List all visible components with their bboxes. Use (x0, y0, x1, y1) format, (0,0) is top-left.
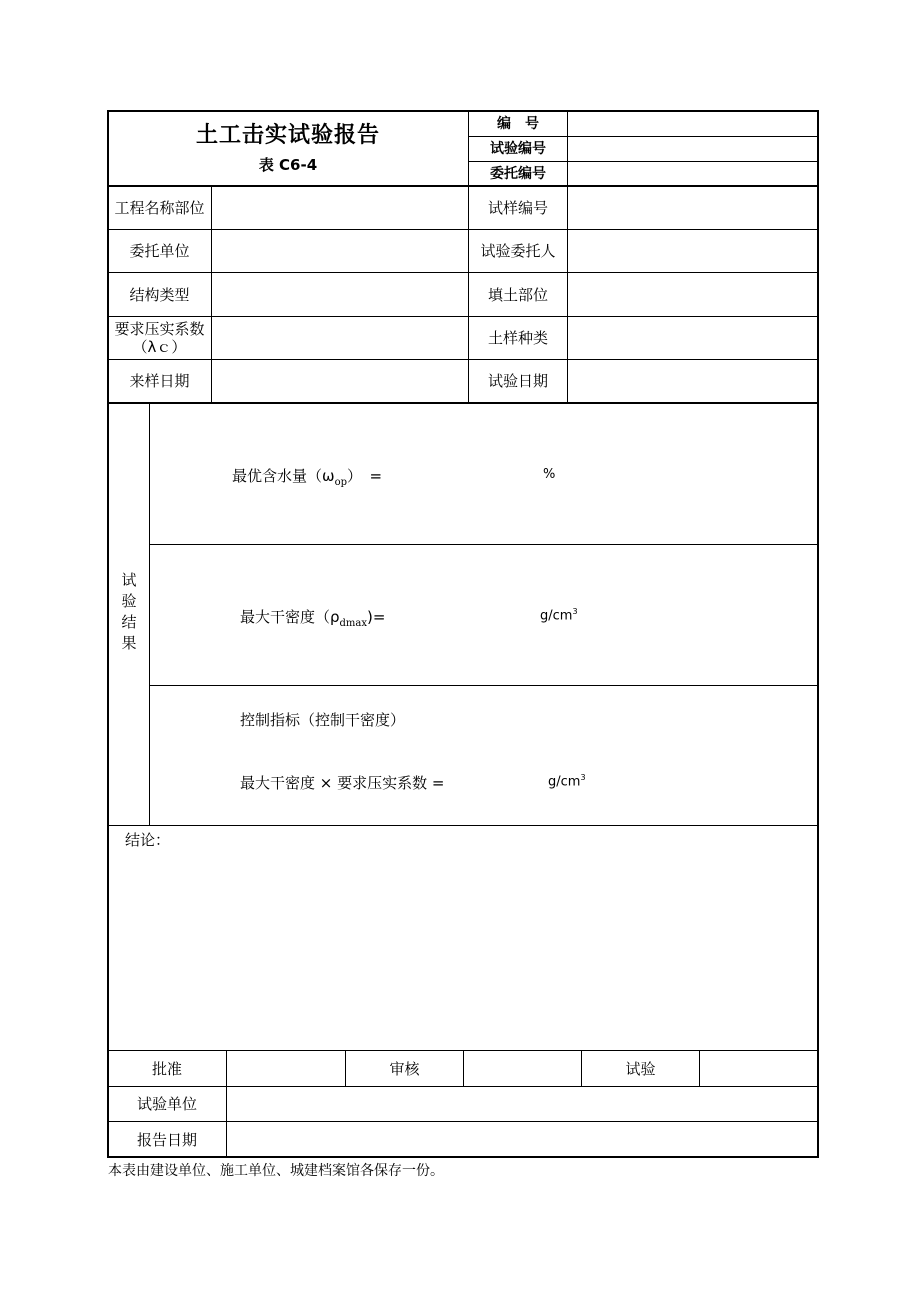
sample-number-label: 试样编号 (487, 199, 548, 217)
control-index-label: 控制指标（控制干密度） (240, 711, 406, 729)
tester-field[interactable] (700, 1051, 817, 1086)
report-date-field[interactable] (227, 1122, 817, 1157)
max-dry-density-prefix: 最大干密度（ρ (240, 608, 340, 626)
compaction-coefficient-label-line1: 要求压实系数 (114, 320, 205, 338)
conclusion-label: 结论： (125, 831, 171, 849)
max-dry-density-sub: dmax (339, 618, 368, 629)
density-unit-exp: 3 (572, 607, 578, 616)
test-results-label-char: 结 (121, 613, 137, 631)
soil-type-label: 土样种类 (487, 329, 548, 347)
optimum-moisture-unit: % (543, 467, 556, 482)
max-dry-density-label (240, 606, 385, 629)
optimum-moisture-label (232, 465, 382, 488)
test-date-label: 试验日期 (487, 372, 548, 390)
client-field[interactable] (212, 230, 468, 272)
results-bottom-line (108, 825, 818, 826)
test-results-label-char: 验 (121, 592, 137, 610)
control-density-unit (548, 773, 586, 789)
number-label: 编 号 (497, 115, 539, 132)
test-results-label-char: 试 (121, 571, 137, 589)
sampling-date-label: 来样日期 (129, 372, 190, 390)
test-date-field[interactable] (568, 360, 817, 402)
review-field[interactable] (464, 1051, 581, 1086)
test-client-person-field[interactable] (568, 230, 817, 272)
density-unit-exp: 3 (580, 773, 586, 782)
test-results-label (110, 570, 148, 654)
results-row-line (150, 544, 818, 545)
optimum-moisture-sub: op (334, 477, 347, 488)
report-title: 土工击实试验报告 (195, 123, 380, 148)
test-client-person-label: 试验委托人 (480, 242, 556, 260)
density-unit-base: g/cm (540, 608, 573, 624)
sample-number-field[interactable] (568, 187, 817, 229)
report-date-label: 报告日期 (136, 1130, 197, 1149)
optimum-moisture-prefix: 最优含水量（ω (232, 467, 335, 485)
project-name-field[interactable] (212, 187, 468, 229)
number-field[interactable] (568, 111, 817, 136)
fill-location-label: 填土部位 (487, 285, 548, 304)
control-formula: 最大干密度 × 要求压实系数 = (240, 774, 445, 792)
compaction-coefficient-field[interactable] (212, 317, 468, 359)
test-number-label: 试验编号 (490, 141, 546, 157)
results-divider (149, 404, 150, 825)
commission-number-field[interactable] (568, 162, 817, 186)
soil-type-field[interactable] (568, 317, 817, 359)
optimum-moisture-suffix: ） = (346, 467, 383, 485)
test-results-label-char: 果 (121, 634, 137, 652)
table-code: 表 C6-4 (258, 156, 318, 174)
conclusion-field[interactable] (110, 850, 816, 1048)
commission-number-label: 委托编号 (490, 166, 546, 182)
test-number-field[interactable] (568, 137, 817, 161)
footnote: 本表由建设单位、施工单位、城建档案馆各保存一份。 (108, 1163, 444, 1179)
test-unit-label: 试验单位 (136, 1095, 197, 1113)
compaction-coefficient-label (108, 317, 211, 359)
structure-type-label: 结构类型 (129, 285, 190, 304)
max-dry-density-suffix: )= (367, 608, 386, 626)
structure-type-field[interactable] (212, 273, 468, 316)
compaction-coefficient-label-line2: （λｃ） (132, 338, 187, 356)
sampling-date-field[interactable] (212, 360, 468, 402)
project-name-label: 工程名称部位 (114, 199, 205, 217)
review-label: 审核 (389, 1059, 420, 1078)
approve-field[interactable] (227, 1051, 345, 1086)
tester-label: 试验 (625, 1059, 656, 1078)
results-row-line (150, 685, 818, 686)
info-bottom-line (108, 402, 818, 404)
density-unit-base: g/cm (548, 774, 581, 790)
fill-location-field[interactable] (568, 273, 817, 316)
approve-label: 批准 (151, 1059, 182, 1078)
max-dry-density-unit (540, 607, 578, 623)
test-unit-field[interactable] (227, 1087, 817, 1121)
client-label: 委托单位 (129, 242, 190, 260)
